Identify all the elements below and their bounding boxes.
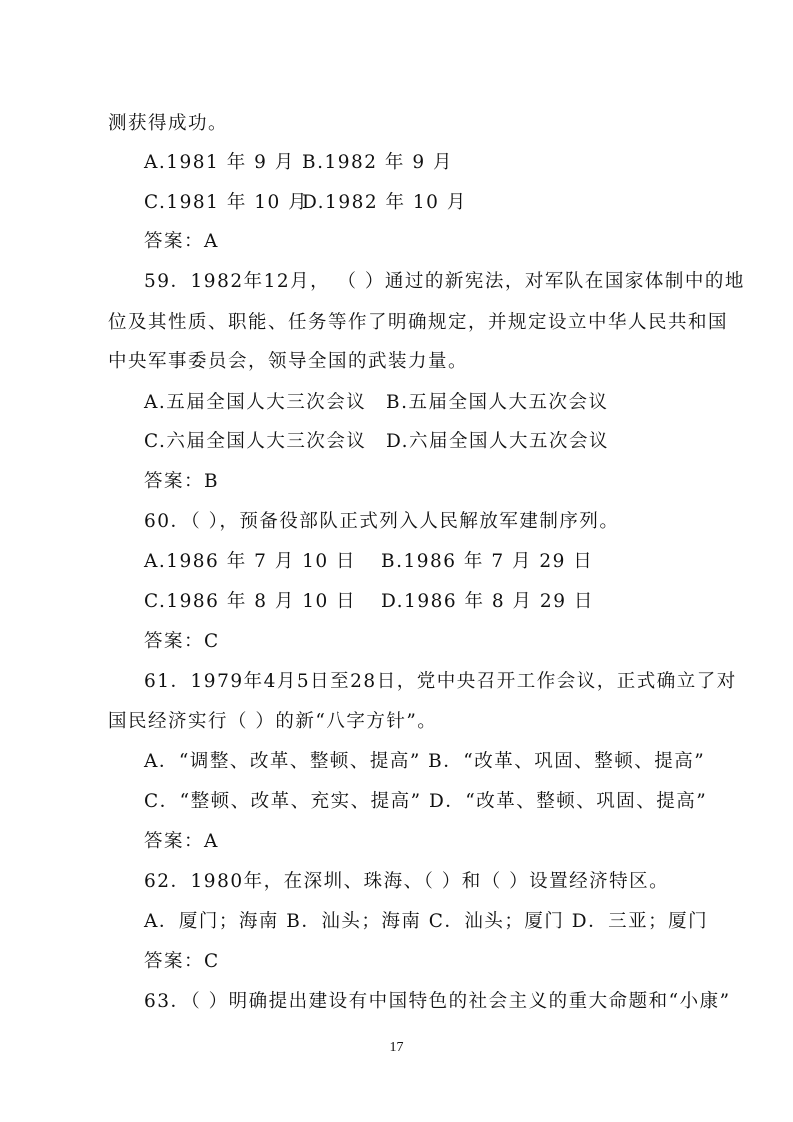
options-line: A．厦门；海南 B．汕头；海南 C．汕头；厦门 D．三亚；厦门 — [144, 911, 709, 932]
option-a: A.1981 年 9 月 — [144, 152, 295, 173]
option-d: D.1982 年 10 月 — [302, 192, 467, 213]
question-62: 62．1980年，在深圳、珠海、（ ）和（ ）设置经济特区。 — [144, 871, 670, 892]
option-c: C.1986 年 8 月 10 日 — [144, 591, 357, 612]
option-b: B.五届全国人大五次会议 — [386, 392, 609, 413]
option-c: C.1981 年 10 月 — [144, 192, 309, 213]
text-line: 国民经济实行（ ）的新“八字方针”。 — [108, 711, 438, 732]
answer-line: 答案：A — [144, 231, 219, 252]
answer-line: 答案：B — [144, 471, 220, 492]
text-line: 中央军事委员会，领导全国的武装力量。 — [108, 351, 469, 372]
option-a: A.五届全国人大三次会议 — [144, 392, 367, 413]
options-line: C．“整顿、改革、充实、提高” D．“改革、整顿、巩固、提高” — [144, 791, 708, 812]
answer-line: 答案：C — [144, 631, 220, 652]
option-c: C.六届全国人大三次会议 — [144, 431, 367, 452]
option-b: B.1986 年 7 月 29 日 — [381, 551, 594, 572]
question-63: 63．（ ）明确提出建设有中国特色的社会主义的重大命题和“小康” — [144, 991, 731, 1012]
question-59: 59．1982年12月， （ ）通过的新宪法，对军队在国家体制中的地 — [144, 271, 745, 292]
answer-line: 答案：A — [144, 831, 219, 852]
question-60: 60．（ ），预备役部队正式列入人民解放军建制序列。 — [144, 511, 620, 532]
question-61: 61．1979年4月5日至28日，党中央召开工作会议，正式确立了对 — [144, 671, 737, 692]
option-a: A.1986 年 7 月 10 日 — [144, 551, 357, 572]
options-line: A．“调整、改革、整顿、提高” B．“改革、巩固、整顿、提高” — [144, 751, 706, 772]
text-line: 测获得成功。 — [108, 113, 229, 134]
option-d: D.1986 年 8 月 29 日 — [381, 591, 594, 612]
option-d: D.六届全国人大五次会议 — [386, 431, 610, 452]
option-b: B.1982 年 9 月 — [302, 152, 453, 173]
text-line: 位及其性质、职能、任务等作了明确规定，并规定设立中华人民共和国 — [108, 312, 729, 333]
answer-line: 答案：C — [144, 951, 220, 972]
page-number: 17 — [389, 1040, 404, 1055]
